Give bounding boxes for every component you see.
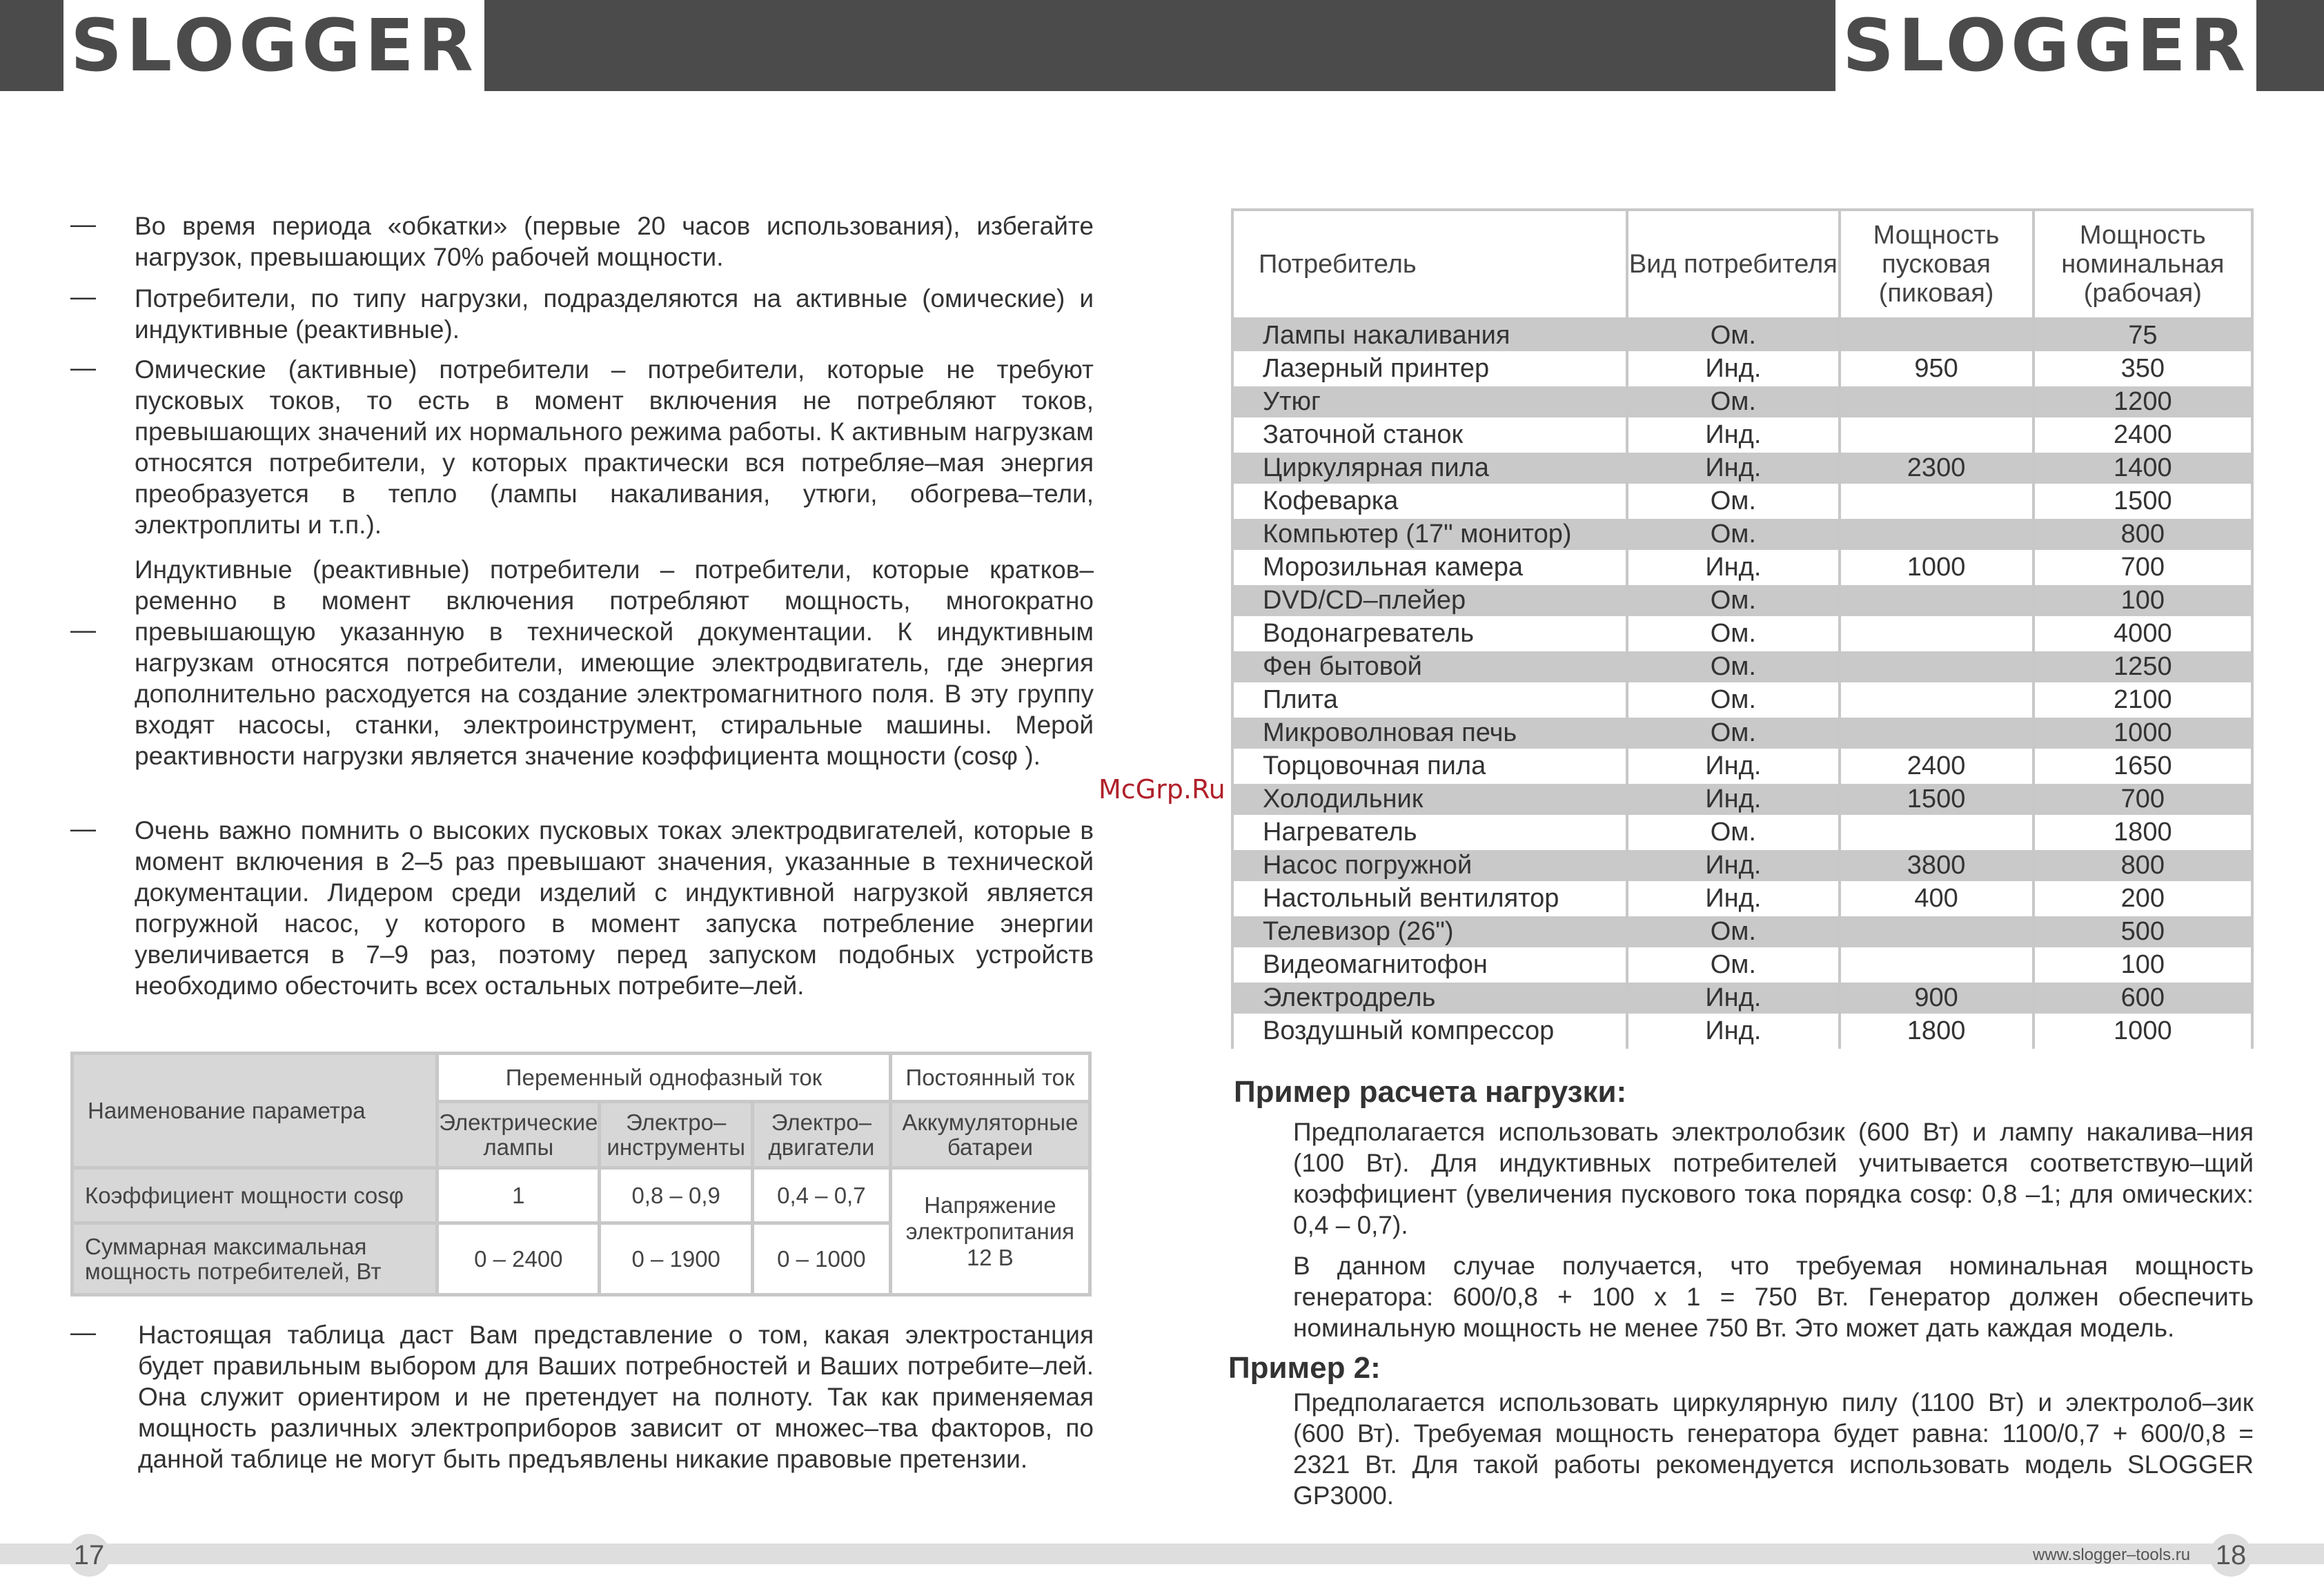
consumer-nominal-power: 4000 [2034, 617, 2252, 650]
consumer-type: Ом. [1627, 816, 1839, 849]
consumer-nominal-power: 100 [2034, 948, 2252, 981]
consumer-nominal-power: 1000 [2034, 716, 2252, 749]
consumer-type: Ом. [1627, 683, 1839, 716]
example1-paragraph2: В данном случае получается, что требуемая номинальная мощность генератора: 600/0,8 + 100 х 1 = 750 Вт. Генератор должен обеспечить номинальную мощность не менее 750 Вт. Это может дать каждая модель. [1293, 1252, 2254, 1342]
consumer-nominal-power: 1800 [2034, 816, 2252, 849]
consumer-name: Лампы накаливания [1232, 319, 1627, 352]
bullet-dash: — [70, 282, 96, 310]
bullet-dash: — [70, 353, 96, 382]
example1-paragraph1: Предполагается использовать электролобзик (600 Вт) и лампу накалива–ния (100 Вт). Для индуктивных потребителей учитывается соответствую–щий коэффициент (увеличения пускового тока порядка cosφ: 0,8 –1; для омических: 0,4 – 0,7). [1293, 1118, 2254, 1239]
consumer-name: DVD/CD–плейер [1232, 584, 1627, 617]
consumer-name: Водонагреватель [1232, 617, 1627, 650]
paragraph-ohmic: Омические (активные) потребители – потребители, которые не требуют пусковых токов, то есть в момент включения не потребляют токов, превышающих значений их нормального режима работы. К активным нагрузкам относятся потребители, у которых практически вся потребляе–мая энергия преобразуется в тепло (лампы накаливания, утюги, обогрева–тели, электроплиты и т.п.). [135, 355, 1094, 539]
consumer-name: Микроволновая печь [1232, 716, 1627, 749]
table-row [1232, 816, 2252, 849]
table-row [1232, 948, 2252, 981]
consumer-type: Инд. [1627, 418, 1839, 451]
dc-header: Постоянный ток [890, 1054, 1090, 1102]
consumer-type: Ом. [1627, 319, 1839, 352]
consumer-type: Инд. [1627, 981, 1839, 1014]
table-row [1232, 650, 2252, 683]
consumer-peak-power [1840, 617, 2034, 650]
logo-right-text: SLOGGER [1842, 3, 2249, 88]
col-lamps: Электрические лампы [437, 1102, 600, 1168]
bullet-dash: — [70, 1318, 96, 1346]
consumer-name: Морозильная камера [1232, 551, 1627, 584]
consumer-name: Воздушный компрессор [1232, 1014, 1627, 1047]
consumer-name: Телевизор (26") [1232, 915, 1627, 948]
parameter-table [70, 1052, 1092, 1296]
consumer-peak-power: 1500 [1840, 782, 2034, 816]
paragraph-table-disclaimer: Настоящая таблица даст Вам представление о том, какая электростанция будет правильным выбором для Ваших потребностей и Ваших потребите–лей. Она служит ориентиром и не претендует на полноту. Так как применяемая мощность различных электроприборов зависит от множес–тва факторов, по данной таблице не могут быть предъявлены никакие правовые претензии. [138, 1321, 1094, 1473]
consumer-nominal-power: 600 [2034, 981, 2252, 1014]
consumer-type: Ом. [1627, 716, 1839, 749]
consumer-name: Нагреватель [1232, 816, 1627, 849]
consumer-peak-power: 1000 [1840, 551, 2034, 584]
paragraph-inductive: Индуктивные (реактивные) потребители – потребители, которые кратков–ременно в момент включения потребляют мощность, многократно превышающую указанную в технической документации. К индуктивным нагрузкам относятся потребители, имеющие электродвигатель, где энергия дополнительно расходуется на создание электромагнитного поля. В эту группу входят насосы, станки, электроинструмент, стиральные машины. Мерой реактивности нагрузки является значение коэффициента мощности (cosφ ). [135, 555, 1094, 770]
paragraph-starting-currents: Очень важно помнить о высоких пусковых токах электродвигателей, которые в момент включения в 2–5 раз превышают значения, указанные в технической документации. Лидером среди изделий с индуктивной нагрузкой является погружной насос, у которого в момент запуска потребление энергии увеличивается в 7–9 раз, поэтому перед запуском подобных устройств необходимо обесточить всех остальных потребите–лей. [135, 816, 1094, 1000]
consumer-peak-power [1840, 418, 2034, 451]
table-row [1232, 1014, 2252, 1047]
consumer-nominal-power: 200 [2034, 882, 2252, 915]
bullet-dash: — [70, 814, 96, 842]
header-nominal-power: Мощность номинальная (рабочая) [2034, 210, 2252, 319]
consumer-peak-power [1840, 716, 2034, 749]
consumer-type: Инд. [1627, 782, 1839, 816]
consumer-name: Насос погружной [1232, 849, 1627, 882]
consumer-peak-power: 2300 [1840, 451, 2034, 484]
page-number-right: 18 [2209, 1534, 2252, 1577]
table-row [1232, 716, 2252, 749]
consumer-peak-power: 1800 [1840, 1014, 2034, 1047]
consumer-peak-power [1840, 650, 2034, 683]
example2-paragraph: Предполагается использовать циркулярную пилу (1100 Вт) и электролоб–зик (600 Вт). Требуемая мощность генератора будет равна: 1100/0,7 + 600/0,8 = 2321 Вт. Для такой работы рекомендуется использовать модель SLOGGER GP3000. [1293, 1388, 2254, 1510]
consumer-name: Фен бытовой [1232, 650, 1627, 683]
paragraph-break-in: Во время периода «обкатки» (первые 20 часов использования), избегайте нагрузок, превышающих 70% рабочей мощности. [135, 212, 1094, 271]
consumer-type: Инд. [1627, 1014, 1839, 1047]
table-row [1232, 517, 2252, 551]
consumer-peak-power [1840, 948, 2034, 981]
consumer-name: Электродрель [1232, 981, 1627, 1014]
consumer-type: Ом. [1627, 484, 1839, 517]
consumer-name: Холодильник [1232, 782, 1627, 816]
power-factor-tools: 0,8 – 0,9 [600, 1168, 753, 1223]
consumer-peak-power [1840, 915, 2034, 948]
consumer-nominal-power: 800 [2034, 849, 2252, 882]
page-number-left: 17 [68, 1534, 110, 1577]
consumer-type: Ом. [1627, 948, 1839, 981]
consumer-peak-power [1840, 683, 2034, 716]
consumer-peak-power [1840, 517, 2034, 551]
consumer-nominal-power: 75 [2034, 319, 2252, 352]
table-row [1232, 484, 2252, 517]
consumer-name: Компьютер (17" монитор) [1232, 517, 1627, 551]
consumer-type: Ом. [1627, 385, 1839, 418]
consumer-type: Ом. [1627, 517, 1839, 551]
consumer-table [1231, 208, 2254, 1049]
consumer-name: Настольный вентилятор [1232, 882, 1627, 915]
consumer-peak-power [1840, 816, 2034, 849]
consumer-name: Видеомагнитофон [1232, 948, 1627, 981]
table-row [1232, 617, 2252, 650]
consumer-peak-power: 900 [1840, 981, 2034, 1014]
consumer-name: Кофеварка [1232, 484, 1627, 517]
bullet-dash: — [70, 210, 96, 238]
header-type: Вид потребителя [1627, 210, 1839, 319]
table-row [1232, 418, 2252, 451]
header-consumer: Потребитель [1232, 210, 1627, 319]
consumer-peak-power [1840, 385, 2034, 418]
example1-heading: Пример расчета нагрузки: [1234, 1075, 1627, 1109]
consumer-type: Инд. [1627, 352, 1839, 385]
consumer-nominal-power: 1650 [2034, 749, 2252, 782]
consumer-type: Инд. [1627, 749, 1839, 782]
consumer-peak-power: 3800 [1840, 849, 2034, 882]
param-name-header: Наименование параметра [72, 1054, 437, 1168]
table-row [1232, 385, 2252, 418]
consumer-name: Заточной станок [1232, 418, 1627, 451]
consumer-nominal-power: 700 [2034, 551, 2252, 584]
consumer-name: Утюг [1232, 385, 1627, 418]
consumer-type: Инд. [1627, 849, 1839, 882]
consumer-type: Ом. [1627, 650, 1839, 683]
table-row [1232, 849, 2252, 882]
table-row [1232, 749, 2252, 782]
consumer-nominal-power: 350 [2034, 352, 2252, 385]
consumer-nominal-power: 500 [2034, 915, 2252, 948]
consumer-type: Ом. [1627, 584, 1839, 617]
col-motors: Электро– двигатели [752, 1102, 890, 1168]
table-row [1232, 584, 2252, 617]
consumer-nominal-power: 2100 [2034, 683, 2252, 716]
consumer-nominal-power: 1250 [2034, 650, 2252, 683]
consumer-peak-power: 400 [1840, 882, 2034, 915]
row-power-factor-label: Коэффициент мощности cosφ [72, 1168, 437, 1223]
consumer-type: Ом. [1627, 617, 1839, 650]
consumer-peak-power [1840, 584, 2034, 617]
row-max-power-label: Суммарная максимальная мощность потребителей, Вт [72, 1223, 437, 1295]
table-row [1232, 319, 2252, 352]
consumer-peak-power [1840, 484, 2034, 517]
consumer-type: Инд. [1627, 882, 1839, 915]
consumer-nominal-power: 700 [2034, 782, 2252, 816]
table-row [1232, 451, 2252, 484]
consumer-name: Лазерный принтер [1232, 352, 1627, 385]
table-row [1232, 782, 2252, 816]
table-row [1232, 981, 2252, 1014]
example2-heading: Пример 2: [1228, 1351, 1381, 1385]
consumer-nominal-power: 1400 [2034, 451, 2252, 484]
consumer-nominal-power: 1000 [2034, 1014, 2252, 1047]
power-factor-motors: 0,4 – 0,7 [752, 1168, 890, 1223]
ac-header: Переменный однофазный ток [437, 1054, 891, 1102]
consumer-type: Инд. [1627, 451, 1839, 484]
consumer-type: Инд. [1627, 551, 1839, 584]
consumer-name: Плита [1232, 683, 1627, 716]
consumer-name: Циркулярная пила [1232, 451, 1627, 484]
paragraph-load-types: Потребители, по типу нагрузки, подразделяются на активные (омические) и индуктивные (реактивные). [135, 284, 1094, 344]
bullet-dash: — [70, 615, 96, 644]
footer-bar [0, 1544, 2324, 1564]
power-factor-lamps: 1 [437, 1168, 600, 1223]
max-power-lamps: 0 – 2400 [437, 1223, 600, 1295]
col-batteries: Аккумуляторные батареи [890, 1102, 1090, 1168]
consumer-peak-power [1840, 319, 2034, 352]
header-edge-right [2256, 0, 2324, 91]
battery-voltage: Напряжение электропитания 12 В [890, 1168, 1090, 1295]
consumer-nominal-power: 2400 [2034, 418, 2252, 451]
table-row [1232, 352, 2252, 385]
watermark-text: McGrp.Ru [1099, 774, 1225, 805]
header-peak-power: Мощность пусковая (пиковая) [1840, 210, 2034, 319]
logo-left-text: SLOGGER [70, 3, 477, 88]
logo-left [63, 0, 484, 91]
table-row [1232, 551, 2252, 584]
header-edge-left [0, 0, 63, 91]
consumer-nominal-power: 100 [2034, 584, 2252, 617]
footer-url: www.slogger–tools.ru [2033, 1546, 2191, 1564]
consumer-peak-power: 2400 [1840, 749, 2034, 782]
max-power-motors: 0 – 1000 [752, 1223, 890, 1295]
consumer-nominal-power: 800 [2034, 517, 2252, 551]
consumer-peak-power: 950 [1840, 352, 2034, 385]
logo-right [1835, 0, 2256, 91]
table-row [1232, 882, 2252, 915]
max-power-tools: 0 – 1900 [600, 1223, 753, 1295]
consumer-nominal-power: 1200 [2034, 385, 2252, 418]
table-row [1232, 683, 2252, 716]
consumer-name: Торцовочная пила [1232, 749, 1627, 782]
col-tools: Электро– инструменты [600, 1102, 753, 1168]
consumer-type: Ом. [1627, 915, 1839, 948]
table-row [1232, 915, 2252, 948]
consumer-nominal-power: 1500 [2034, 484, 2252, 517]
